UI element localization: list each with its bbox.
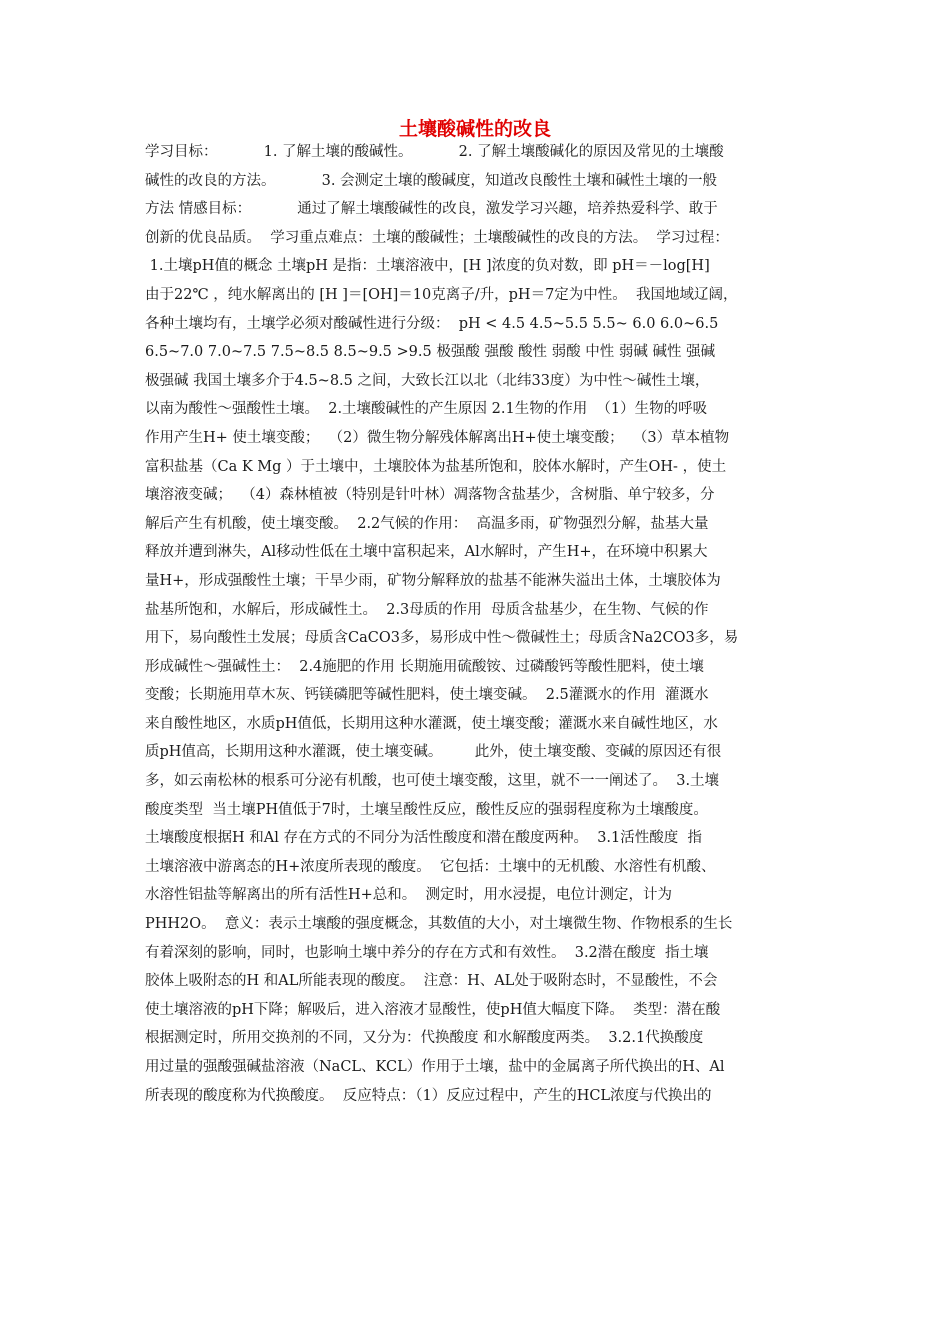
text-line: 由于22℃ ，纯水解离出的 [H ]＝[OH]＝10克离子/升，pH＝7定为中性。 我国地域辽阔， — [145, 286, 738, 303]
text-line: 量H+，形成强酸性土壤；干旱少雨，矿物分解释放的盐基不能淋失溢出土体，土壤胶体为 — [145, 572, 721, 589]
text-line: 土壤酸度根据H 和Al 存在方式的不同分为活性酸度和潜在酸度两种。 3.1活性酸度 指 — [145, 830, 702, 847]
text-line: 根据测定时，所用交换剂的不同，又分为：代换酸度 和水解酸度两类。 3.2.1代换酸度 — [145, 1030, 704, 1047]
text-line: 有着深刻的影响，同时，也影响土壤中养分的存在方式和有效性。 3.2潜在酸度 指土壤 — [145, 944, 709, 961]
document-body — [145, 138, 815, 1110]
text-line: 作用产生H+ 使土壤变酸； （2）微生物分解残体解离出H+使土壤变酸； （3）草本植物 — [145, 429, 730, 446]
text-line: 质pH值高，长期用这种水灌溉，使土壤变碱。 此外，使土壤变酸、变碱的原因还有很 — [145, 744, 722, 761]
text-line: 富积盐基（Ca K Mg ）于土壤中，土壤胶体为盐基所饱和，胶体水解时，产生OH- ，使土 — [145, 458, 727, 475]
text-line: 酸度类型 当土壤PH值低于7时，土壤呈酸性反应，酸性反应的强弱程度称为土壤酸度。 — [145, 801, 708, 818]
text-line: 创新的优良品质。 学习重点难点：土壤的酸碱性；土壤酸碱性的改良的方法。 学习过程： — [145, 229, 729, 246]
text-line: 用过量的强酸强碱盐溶液（NaCL、KCL）作用于土壤，盐中的金属离子所代换出的H、Al — [145, 1059, 725, 1075]
text-line: 水溶性铝盐等解离出的所有活性H+总和。 测定时，用水浸提，电位计测定，计为 — [145, 887, 673, 904]
text-line: 碱性的改良的方法。 3. 会测定土壤的酸碱度，知道改良酸性土壤和碱性土壤的一般 — [145, 172, 718, 189]
text-line: 所表现的酸度称为代换酸度。 反应特点：（1）反应过程中，产生的HCL浓度与代换出的 — [145, 1087, 712, 1104]
text-line: 壤溶液变碱； （4）森林植被（特别是针叶林）凋落物含盐基少，含树脂、单宁较多，分 — [145, 487, 715, 504]
text-line: 各种土壤均有，土壤学必须对酸碱性进行分级： pH < 4.5 4.5~5.5 5.5~ 6.0 6.0~6.5 — [145, 315, 719, 332]
text-line: 来自酸性地区，水质pH值低，长期用这种水灌溉，使土壤变酸；灌溉水来自碱性地区，水 — [145, 715, 718, 732]
text-line: 方法 情感目标： 通过了解土壤酸碱性的改良，激发学习兴趣，培养热爱科学、敢于 — [145, 201, 718, 218]
text-line: 释放并遭到淋失，Al移动性低在土壤中富积起来，Al水解时，产生H+，在环境中积累大 — [145, 544, 708, 561]
text-line: 形成碱性～强碱性土： 2.4施肥的作用 长期施用硫酸铵、过磷酸钙等酸性肥料，使土壤 — [145, 658, 704, 675]
text-line: 盐基所饱和，水解后，形成碱性土。 2.3母质的作用 母质含盐基少，在生物、气候的作 — [145, 601, 709, 618]
text-line: 使土壤溶液的pH下降；解吸后，进入溶液才显酸性，使pH值大幅度下降。 类型：潜在酸 — [145, 1001, 721, 1018]
document-title: 土壤酸碱性的改良 — [398, 118, 551, 140]
text-line: 学习目标： 1. 了解土壤的酸碱性。 2. 了解土壤酸碱化的原因及常见的土壤酸 — [145, 144, 724, 160]
text-line: 解后产生有机酸，使土壤变酸。 2.2气候的作用： 高温多雨，矿物强烈分解，盐基大量 — [145, 515, 709, 532]
text-line: 土壤溶液中游离态的H+浓度所表现的酸度。 它包括：土壤中的无机酸、水溶性有机酸、 — [145, 858, 716, 875]
text-line: 多，如云南松林的根系可分泌有机酸，也可使土壤变酸，这里，就不一一阐述了。 3.土壤 — [145, 773, 720, 790]
text-line: 1.土壤pH值的概念 土壤pH 是指：土壤溶液中，[H ]浓度的负对数，即 pH＝－log[H] — [145, 258, 710, 275]
text-line: 6.5~7.0 7.0~7.5 7.5~8.5 8.5~9.5 >9.5 极强酸 强酸 酸性 弱酸 中性 弱碱 碱性 强碱 — [145, 344, 716, 361]
text-line: 变酸；长期施用草木灰、钙镁磷肥等碱性肥料，使土壤变碱。 2.5灌溉水的作用 灌溉水 — [145, 687, 709, 704]
text-line: 胶体上吸附态的H 和AL所能表现的酸度。 注意：H、AL处于吸附态时，不显酸性，不会 — [145, 973, 718, 990]
text-line: 极强碱 我国土壤多介于4.5~8.5 之间，大致长江以北（北纬33度）为中性～碱性土壤， — [145, 372, 710, 389]
text-line: 用下，易向酸性土发展；母质含CaCO3多，易形成中性～微碱性土；母质含Na2CO3多，易 — [145, 630, 739, 647]
text-line: PHH2O。 意义：表示土壤酸的强度概念，其数值的大小，对土壤微生物、作物根系的生长 — [145, 916, 733, 933]
text-line: 以南为酸性～强酸性土壤。 2.土壤酸碱性的产生原因 2.1生物的作用 （1）生物的呼吸 — [145, 401, 708, 418]
